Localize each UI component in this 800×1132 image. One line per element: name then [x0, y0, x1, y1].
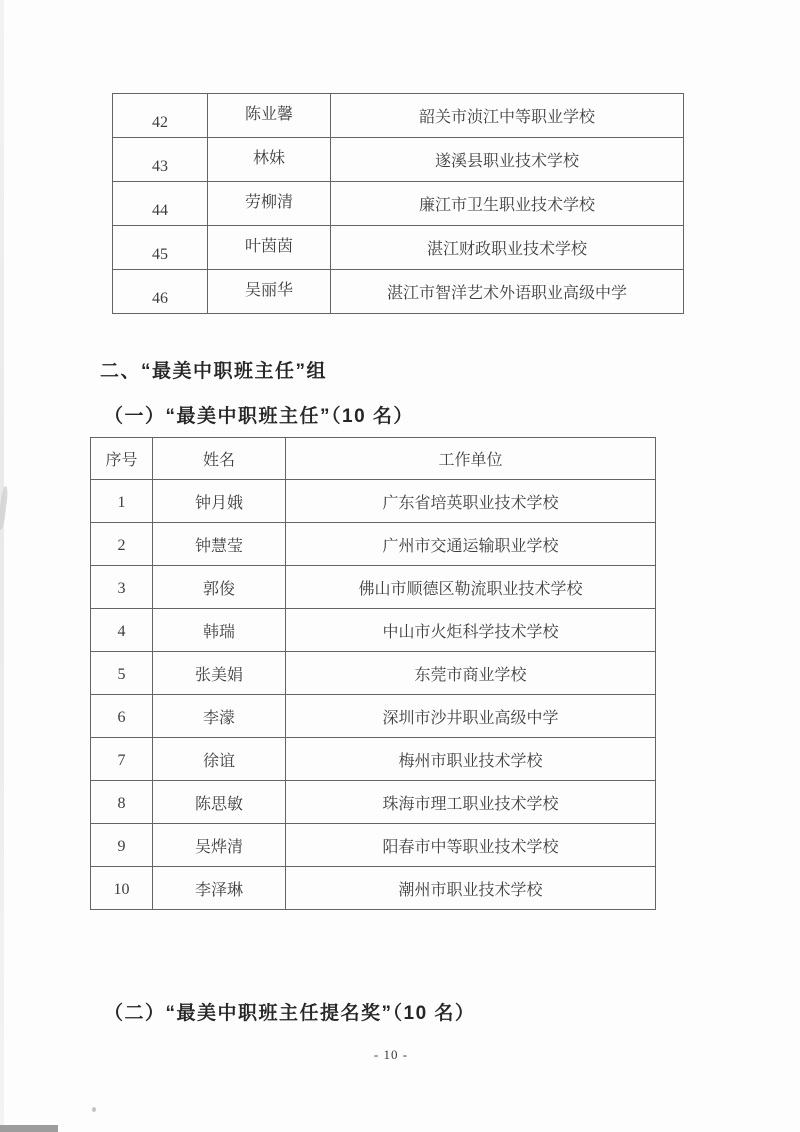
page-number: - 10 - — [373, 1047, 409, 1062]
table-row — [113, 182, 684, 226]
cell-organization: 阳春市中等职业技术学校 — [286, 824, 656, 867]
cell-organization: 广东省培英职业技术学校 — [286, 480, 656, 523]
table-row — [113, 94, 684, 138]
table-header-row — [91, 438, 656, 480]
table-row — [91, 480, 656, 523]
cell-number: 10 — [91, 867, 153, 910]
table-row — [91, 609, 656, 652]
table-row — [91, 738, 656, 781]
cell-name: 林妹 — [208, 138, 331, 182]
cell-organization: 遂溪县职业技术学校 — [331, 138, 684, 182]
cell-number: 42 — [113, 94, 208, 138]
cell-number: 8 — [91, 781, 153, 824]
cell-name: 徐谊 — [153, 738, 286, 781]
table-row — [91, 781, 656, 824]
header-name: 姓名 — [153, 438, 286, 480]
cell-organization: 廉江市卫生职业技术学校 — [331, 182, 684, 226]
awardees-table-main — [90, 437, 656, 910]
table-row — [113, 138, 684, 182]
cell-organization: 梅州市职业技术学校 — [286, 738, 656, 781]
header-number: 序号 — [91, 438, 153, 480]
table-row — [113, 270, 684, 314]
header-organization: 工作单位 — [286, 438, 656, 480]
cell-number: 9 — [91, 824, 153, 867]
cell-organization: 湛江市智洋艺术外语职业高级中学 — [331, 270, 684, 314]
cell-name: 李濛 — [153, 695, 286, 738]
cell-number: 44 — [113, 182, 208, 226]
cell-name: 郭俊 — [153, 566, 286, 609]
cell-name: 韩瑞 — [153, 609, 286, 652]
cell-number: 43 — [113, 138, 208, 182]
cell-number: 6 — [91, 695, 153, 738]
subsection-heading-2: （二）“最美中职班主任提名奖”（10 名） — [104, 1003, 476, 1024]
cell-number: 7 — [91, 738, 153, 781]
cell-name: 钟月娥 — [153, 480, 286, 523]
cell-number: 45 — [113, 226, 208, 270]
cell-name: 陈思敏 — [153, 781, 286, 824]
cell-organization: 珠海市理工职业技术学校 — [286, 781, 656, 824]
cell-name: 叶茵茵 — [208, 226, 331, 270]
cell-number: 4 — [91, 609, 153, 652]
table-row — [91, 695, 656, 738]
table-row — [113, 226, 684, 270]
cell-organization: 佛山市顺德区勒流职业技术学校 — [286, 566, 656, 609]
table-row — [91, 652, 656, 695]
cell-name: 吴烨清 — [153, 824, 286, 867]
table-row — [91, 824, 656, 867]
cell-name: 李泽琳 — [153, 867, 286, 910]
scan-tick-artifact — [92, 1107, 96, 1112]
table-row — [91, 566, 656, 609]
subsection-heading-1: （一）“最美中职班主任”（10 名） — [104, 406, 414, 427]
cell-number: 46 — [113, 270, 208, 314]
cell-organization: 广州市交通运输职业学校 — [286, 523, 656, 566]
cell-name: 吴丽华 — [208, 270, 331, 314]
scan-corner-artifact — [0, 1125, 58, 1132]
cell-number: 2 — [91, 523, 153, 566]
cell-number: 1 — [91, 480, 153, 523]
section-heading: 二、“最美中职班主任”组 — [100, 361, 328, 382]
cell-organization: 潮州市职业技术学校 — [286, 867, 656, 910]
cell-name: 钟慧莹 — [153, 523, 286, 566]
cell-number: 3 — [91, 566, 153, 609]
cell-name: 张美娟 — [153, 652, 286, 695]
cell-organization: 韶关市浈江中等职业学校 — [331, 94, 684, 138]
cell-name: 劳柳清 — [208, 182, 331, 226]
table-row — [91, 523, 656, 566]
cell-number: 5 — [91, 652, 153, 695]
awardees-table-continued — [112, 93, 684, 314]
cell-name: 陈业馨 — [208, 94, 331, 138]
scan-smudge — [0, 486, 9, 530]
cell-organization: 中山市火炬科学技术学校 — [286, 609, 656, 652]
cell-organization: 深圳市沙井职业高级中学 — [286, 695, 656, 738]
scan-edge-shadow — [0, 0, 4, 1132]
cell-organization: 东莞市商业学校 — [286, 652, 656, 695]
table-row — [91, 867, 656, 910]
cell-organization: 湛江财政职业技术学校 — [331, 226, 684, 270]
